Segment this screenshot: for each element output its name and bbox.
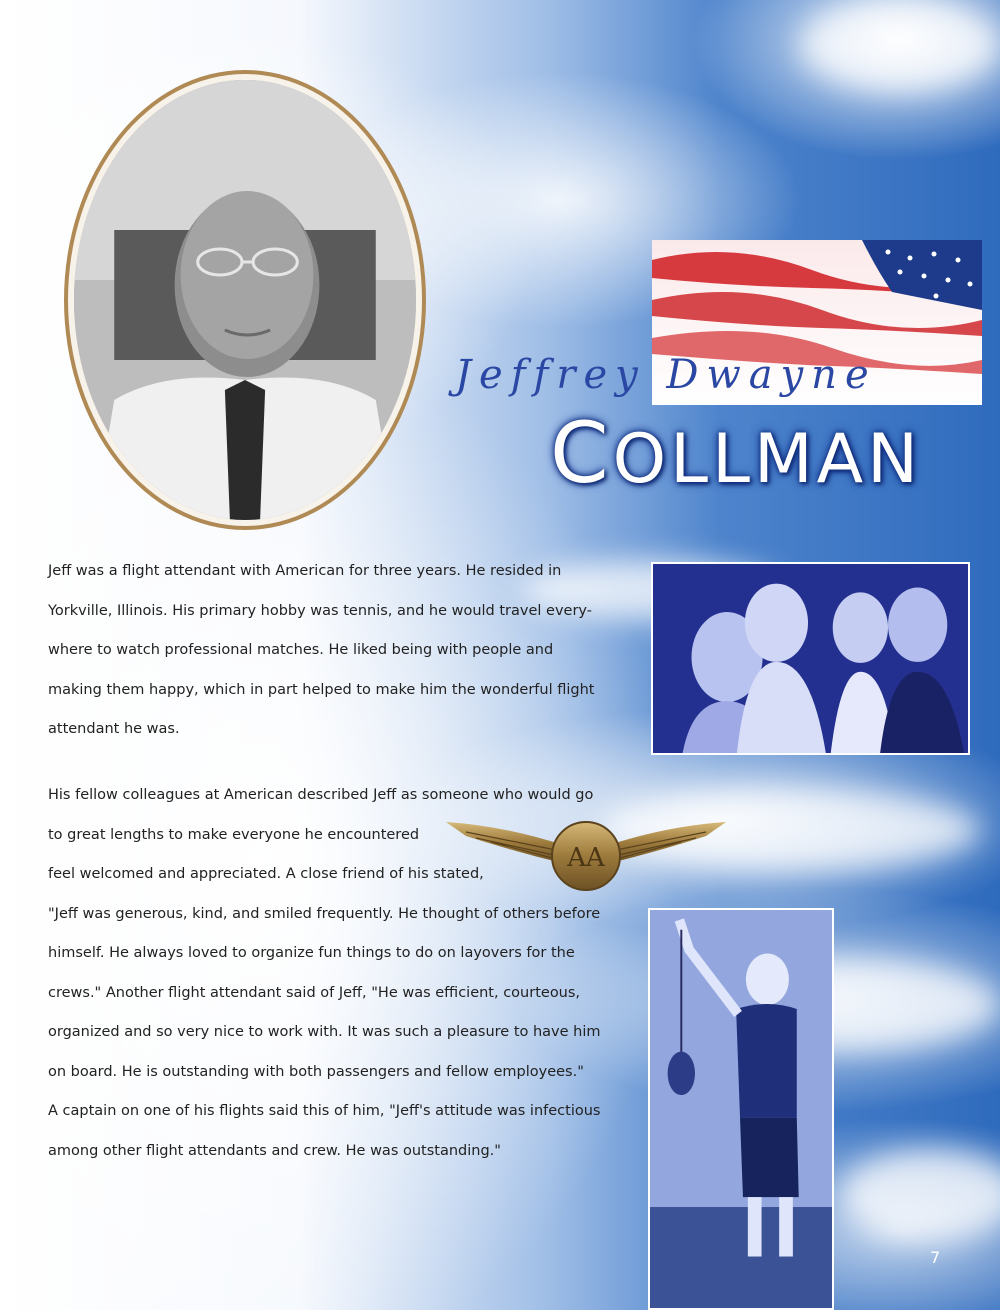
text-line: Jeff was a flight attendant with American for three years. He resided in xyxy=(48,563,562,579)
text-line: A captain on one of his flights said this of him, "Jeff's attitude was infectious xyxy=(48,1103,601,1119)
text-line: crews." Another flight attendant said of Jeff, "He was efficient, courteous, xyxy=(48,984,581,1001)
text-line: on board. He is outstanding with both passengers and fellow employees." xyxy=(48,1063,584,1080)
cloud xyxy=(800,0,1000,90)
text-line: to great lengths to make everyone he encountered xyxy=(48,826,420,843)
biography-paragraph xyxy=(48,552,594,750)
page-number: 7 xyxy=(930,1248,941,1267)
text-line: where to watch professional matches. He liked being with people and xyxy=(48,642,554,658)
text-line: Yorkville, Illinois. His primary hobby was tennis, and he would travel every- xyxy=(48,602,592,619)
portrait-frame xyxy=(64,70,426,530)
portrait-figure xyxy=(74,80,416,520)
text-line: organized and so very nice to work with. It was such a pleasure to have him xyxy=(48,1024,601,1040)
boy-figure xyxy=(650,910,832,1308)
aa-wings-pin-image xyxy=(446,812,726,898)
text-line: attendant he was. xyxy=(48,721,180,737)
surname: COLLMAN xyxy=(550,404,923,502)
childhood-fishing-photo xyxy=(648,908,834,1310)
text-line: among other flight attendants and crew. He was outstanding." xyxy=(48,1142,501,1159)
text-line: making them happy, which in part helped to make him the wonderful flight xyxy=(48,681,595,698)
wings-lettering: AA xyxy=(567,843,605,873)
text-line: feel welcomed and appreciated. A close friend of his stated, xyxy=(48,866,484,882)
text-line: His fellow colleagues at American described Jeff as someone who would go xyxy=(48,787,594,803)
wings-icon xyxy=(446,812,726,898)
text-line: himself. He always loved to organize fun things to do on layovers for the xyxy=(48,945,575,961)
cloud xyxy=(840,1150,1000,1240)
portrait-photo xyxy=(74,80,416,520)
group-figures xyxy=(653,564,968,753)
group-photo xyxy=(651,562,970,755)
first-names: Jeffrey Dwayne xyxy=(455,352,877,398)
text-line: "Jeff was generous, kind, and smiled frequently. He thought of others before xyxy=(48,905,601,922)
